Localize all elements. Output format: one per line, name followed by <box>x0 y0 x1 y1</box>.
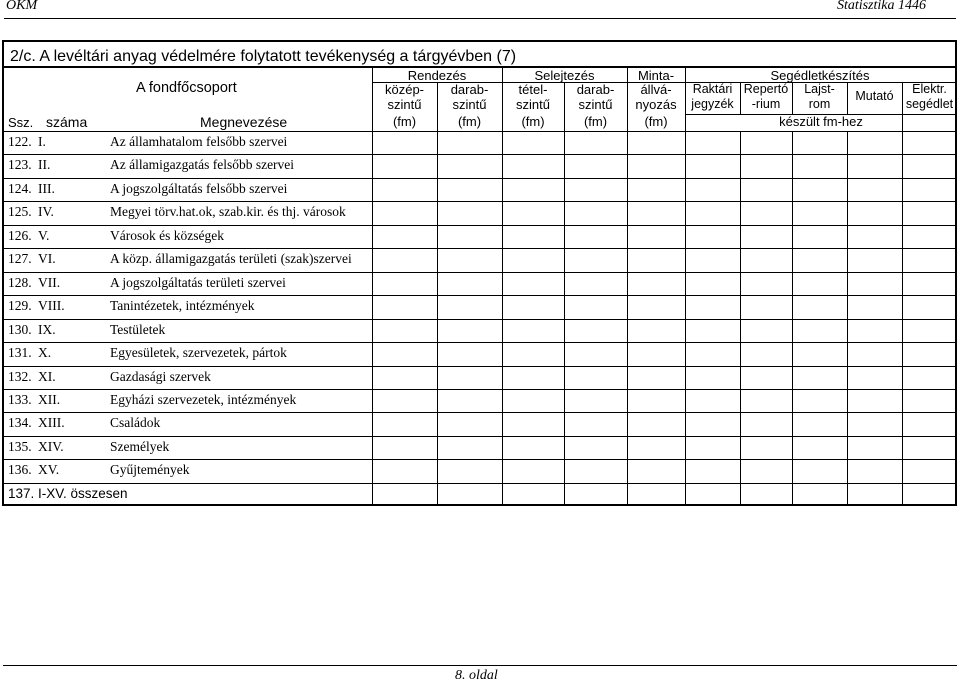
raktari-header: Raktári <box>692 82 733 96</box>
row-ssz: 132. <box>8 368 32 384</box>
row-name: Testületek <box>110 321 166 337</box>
segedlet-sub-rule <box>685 114 955 115</box>
row-ssz: 123. <box>8 157 32 173</box>
header-group-rule <box>372 82 957 83</box>
darab-fm-2: (fm) <box>583 114 608 129</box>
col-divider <box>792 82 793 114</box>
keszult-header: készült fm-hez <box>779 114 863 129</box>
col-divider <box>740 82 741 114</box>
elektr-header: Elektr. <box>912 82 947 96</box>
darab-szintu-1: szintű <box>452 97 487 112</box>
minta-fm: (fm) <box>644 114 668 129</box>
row-num: X. <box>38 345 52 361</box>
row-name: A jogszolgáltatás területi szervei <box>110 274 286 290</box>
rendezes-header: Rendezés <box>407 68 467 83</box>
col-divider <box>372 66 373 506</box>
col-divider <box>564 82 565 506</box>
row-ssz: 129. <box>8 298 32 314</box>
row-num: XIII. <box>38 415 65 431</box>
row-num: I. <box>38 134 46 149</box>
table-row <box>4 459 372 482</box>
lajst-header: Lajst- <box>804 82 835 96</box>
row-name: Családok <box>110 415 161 431</box>
page-number: 8. oldal <box>455 668 498 683</box>
row-ssz: 134. <box>8 415 32 431</box>
table-row <box>4 412 372 435</box>
row-name: Városok és községek <box>110 227 224 243</box>
darab-header-1: darab- <box>450 82 489 97</box>
row-name: Megyei törv.hat.ok, szab.kir. és thj. városok <box>110 204 346 220</box>
col-divider <box>627 66 628 506</box>
allva-header: állvá- <box>640 82 672 97</box>
row-num: III. <box>38 180 55 196</box>
row-num: VI. <box>38 251 56 267</box>
row-name: Az államhatalom felsőbb szervei <box>110 134 288 149</box>
header-left-text: OKM <box>6 0 38 13</box>
row-num: II. <box>38 157 51 173</box>
tetel-header: tétel- <box>518 82 548 97</box>
row-ssz: 122. <box>8 134 32 149</box>
reperto-header: Repertó <box>743 82 789 96</box>
row-num: XIV. <box>38 438 64 454</box>
kozep-fm: (fm) <box>392 114 417 129</box>
row-num: VIII. <box>38 298 65 314</box>
darab-fm-1: (fm) <box>457 114 482 129</box>
row-name: Gyűjtemények <box>110 462 190 478</box>
row-num: I-XV. összesen <box>38 485 128 501</box>
row-ssz: 125. <box>8 204 32 220</box>
mutato-header: Mutató <box>855 89 894 103</box>
table-title: 2/c. A levéltári anyag védelmére folytatott tevékenység a tárgyévben (7) <box>10 48 517 65</box>
table-row <box>4 483 372 506</box>
darab-header-2: darab- <box>576 82 615 97</box>
col-divider <box>902 82 903 506</box>
row-ssz: 136. <box>8 462 32 478</box>
table-row <box>4 272 372 295</box>
row-ssz: 130. <box>8 321 32 337</box>
row-ssz: 128. <box>8 274 32 290</box>
row-ssz: 124. <box>8 180 32 196</box>
row-name: Tanintézetek, intézmények <box>110 298 255 314</box>
row-ssz: 135. <box>8 438 32 454</box>
jegyzek-header: jegyzék <box>691 97 734 111</box>
row-name: Gazdasági szervek <box>110 368 211 384</box>
col-divider <box>437 82 438 506</box>
row-num: VII. <box>38 274 61 290</box>
row-name: Az államigazgatás felsőbb szervei <box>110 157 295 173</box>
table-row <box>4 248 372 271</box>
szama-header: száma <box>46 114 88 130</box>
row-name: A közp. államigazgatás területi (szak)szervei <box>110 251 352 267</box>
row-name: Személyek <box>110 438 170 454</box>
table-row <box>4 295 372 318</box>
row-num: XI. <box>38 368 56 384</box>
row-name: A jogszolgáltatás felsőbb szervei <box>110 180 288 196</box>
table-row <box>4 342 372 365</box>
row-ssz: 131. <box>8 345 32 361</box>
row-ssz: 126. <box>8 227 32 243</box>
table-row <box>4 319 372 342</box>
header-rule <box>4 18 956 19</box>
col-divider <box>502 66 503 506</box>
col-divider <box>685 66 686 506</box>
table-row <box>4 178 372 201</box>
row-num: IX. <box>38 321 56 337</box>
nyozas-header: nyozás <box>635 97 677 112</box>
tetel-szintu: szintű <box>516 97 550 112</box>
table-row <box>4 366 372 389</box>
fondfocsoport-header: A fondfőcsoport <box>136 80 237 96</box>
ssz-header: Ssz. <box>8 115 34 130</box>
row-num: XV. <box>38 462 60 478</box>
table-row <box>4 131 372 154</box>
row-name: Egyházi szervezetek, intézmények <box>110 391 297 407</box>
tetel-fm: (fm) <box>521 114 545 129</box>
row-name: Egyesületek, szervezetek, pártok <box>110 345 287 361</box>
table-row <box>4 225 372 248</box>
row-ssz: 127. <box>8 251 32 267</box>
row-num: IV. <box>38 204 54 220</box>
row-num: XII. <box>38 391 61 407</box>
minta-header: Minta- <box>637 68 675 83</box>
row-ssz: 137. <box>8 485 35 501</box>
table-row <box>4 201 372 224</box>
row-num: V. <box>38 227 50 243</box>
table-row <box>4 436 372 459</box>
megnevezese-header: Megnevezése <box>200 114 288 130</box>
rium-header: -rium <box>751 97 781 111</box>
col-divider <box>847 82 848 114</box>
header-right-text: Statisztika 1446 <box>836 0 926 13</box>
table-row <box>4 389 372 412</box>
kozep-szintu: szintű <box>387 97 422 112</box>
darab-szintu-2: szintű <box>578 97 613 112</box>
row-ssz: 133. <box>8 391 32 407</box>
rom-header: rom <box>808 97 831 111</box>
footer-rule <box>3 665 957 666</box>
segedletkeszites-header: Segédletkészítés <box>770 68 870 83</box>
selejtezes-header: Selejtezés <box>534 68 595 83</box>
kozep-header: közép- <box>384 82 425 97</box>
segedlet-header: segédlet <box>905 97 954 111</box>
table-row <box>4 154 372 177</box>
